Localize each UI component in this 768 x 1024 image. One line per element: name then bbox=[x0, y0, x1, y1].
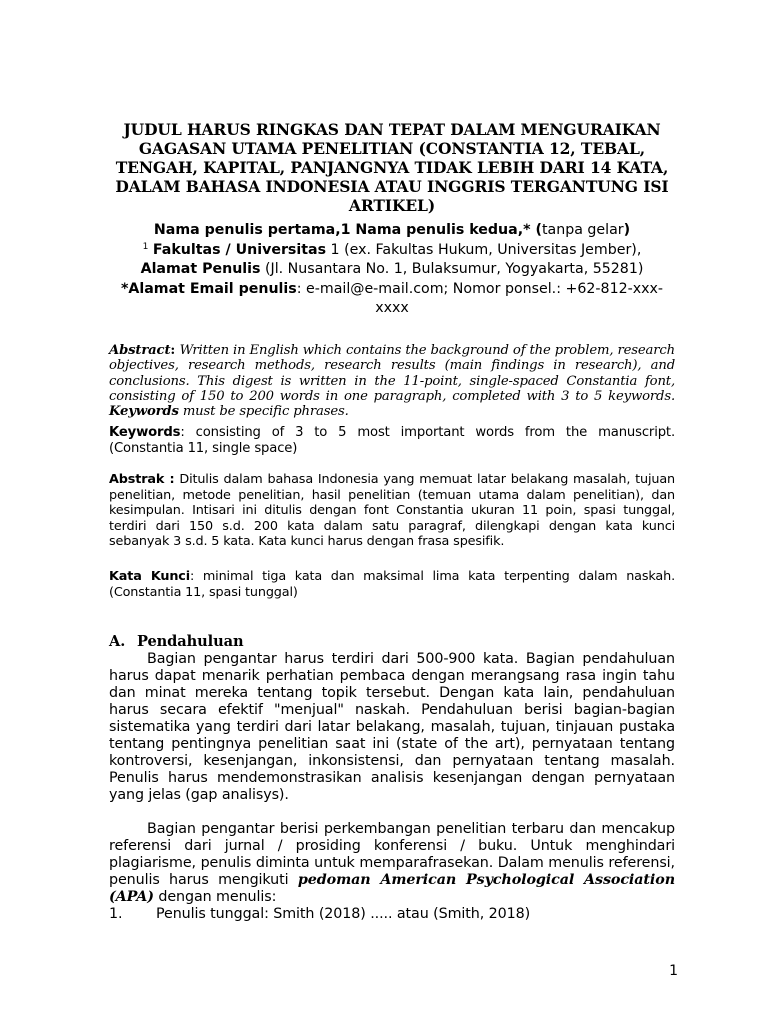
author-block bbox=[108, 221, 676, 319]
page-number: 1 bbox=[669, 963, 678, 979]
author-address: Alamat Penulis (Jl. Nusantara No. 1, Bulaksumur, Yogyakarta, 55281) bbox=[140, 261, 644, 277]
abstract-indonesian: Abstrak : Ditulis dalam bahasa Indonesia yang memuat latar belakang masalah, tujuan penelitian, metode penelitian, hasil penelitian (temuan utama dalam penelitian), dan kesimpulan. Intisari ini ditulis dengan font Constantia ukuran 11 poin, spasi tunggal, terdiri dari 150 s.d. 200 kata dalam satu paragraf, dilengkapi dengan kata kunci sebanyak 3 s.d. 5 kata. Kata kunci harus dengan frasa spesifik. bbox=[109, 472, 675, 549]
abstract-english: Abstract: Written in English which contains the background of the problem, research objectives, research methods, research results (main findings in research), and conclusions. This digest is written in the 11-point, single-spaced Constantia font, consisting of 150 to 200 words in one paragraph, completed with 3 to 5 keywords. Keywords must be specific phrases. bbox=[109, 343, 675, 420]
paper-title: JUDUL HARUS RINGKAS DAN TEPAT DALAM MENGURAIKAN GAGASAN UTAMA PENELITIAN (CONSTANTIA 12, TEBAL, TENGAH, KAPITAL, PANJANGNYA TIDAK LEBIH DARI 14 KATA, DALAM BAHASA INDONESIA ATAU INGGRIS TERGANTUNG ISI ARTIKEL) bbox=[115, 120, 669, 215]
author-email: *Alamat Email penulis: e-mail@e-mail.com; Nomor ponsel.: +62-812-xxx-xxxx bbox=[120, 280, 664, 316]
section-heading: A. Pendahuluan bbox=[109, 633, 244, 650]
author-affiliation: $^1$ Fakultas / Universitas 1 (ex. Fakultas Hukum, Universitas Jember), bbox=[142, 241, 642, 258]
keywords-english: Keywords: consisting of 3 to 5 most important words from the manuscript. (Constantia 11, single space) bbox=[109, 425, 675, 456]
intro-paragraph-1: Bagian pengantar harus terdiri dari 500-900 kata. Bagian pendahuluan harus dapat menarik perhatian pembaca dengan merangsang rasa ingin tahu dan minat mereka tentang topik tersebut. Dengan kata lain, pendahuluan harus secara efektif "menjual" naskah. Pendahuluan berisi bagian-bagian sistematika yang terdiri dari latar belakang, masalah, tujuan, tinjauan pustaka tentang pentingnya penelitian saat ini (state of the art), pernyataan tentang kontroversi, kesenjangan, inkonsistensi, dan pernyataan tentang masalah. Penulis harus mendemonstrasikan analisis kesenjangan dengan pernyataan yang jelas (gap analisys). bbox=[109, 651, 675, 803]
keywords-indonesian: Kata Kunci: minimal tiga kata dan maksimal lima kata terpenting dalam naskah. (Constantia 11, spasi tunggal) bbox=[109, 569, 675, 600]
list-item: 1. Penulis tunggal: Smith (2018) ..... atau (Smith, 2018) bbox=[109, 906, 531, 922]
author-names: Nama penulis pertama,1 Nama penulis kedua,* (tanpa gelar) bbox=[153, 222, 631, 238]
intro-paragraph-2: Bagian pengantar berisi perkembangan penelitian terbaru dan mencakup referensi dari jurnal / prosiding konferensi / buku. Untuk menghindari plagiarisme, penulis diminta untuk memparafrasekan. Dalam menulis referensi, penulis harus mengikuti pedoman American Psychological Association (APA) dengan menulis: bbox=[109, 821, 675, 905]
